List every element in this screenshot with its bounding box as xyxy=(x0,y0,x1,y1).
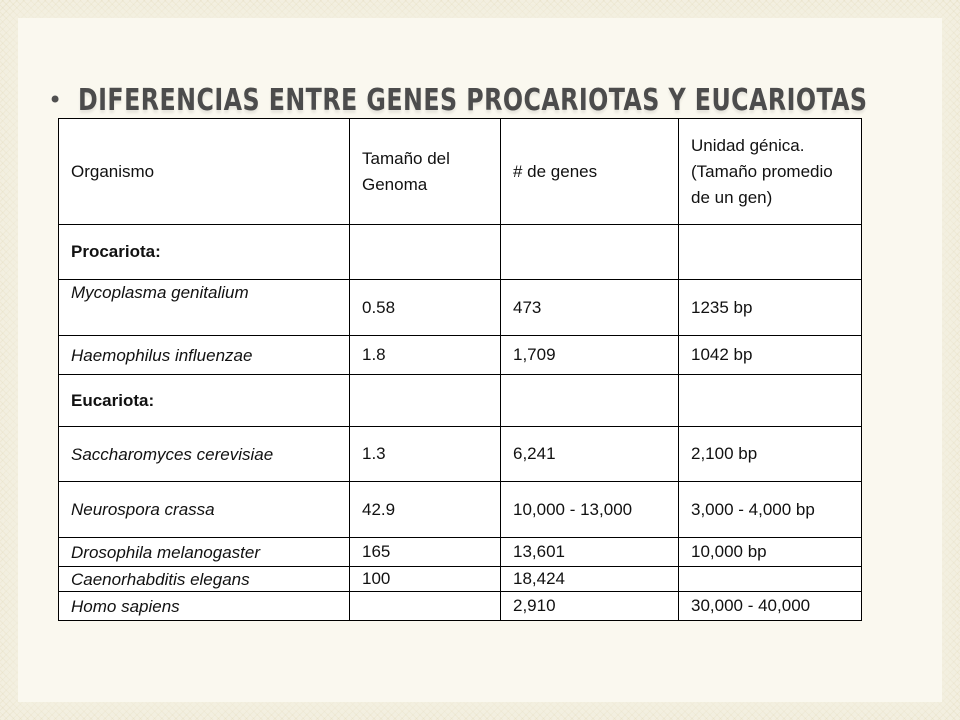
cell-organism: Homo sapiens xyxy=(59,592,350,621)
cell-unit: 10,000 bp xyxy=(679,538,862,567)
cell-organism: Procariota: xyxy=(59,225,350,280)
cell-organism: Saccharomyces cerevisiae xyxy=(59,427,350,482)
cell-genome: 1.3 xyxy=(350,427,501,482)
cell-genes: 13,601 xyxy=(501,538,679,567)
cell-genes: 1,709 xyxy=(501,336,679,375)
cell-genes xyxy=(501,375,679,427)
title-bullet: • xyxy=(48,86,63,114)
table-row xyxy=(59,427,862,482)
cell-genes: 18,424 xyxy=(501,567,679,592)
table-row xyxy=(59,592,862,621)
cell-genes: 473 xyxy=(501,280,679,336)
cell-genes: 10,000 - 13,000 xyxy=(501,482,679,538)
cell-organism: Caenorhabditis elegans xyxy=(59,567,350,592)
cell-unit: 1042 bp xyxy=(679,336,862,375)
cell-unit xyxy=(679,225,862,280)
cell-genome xyxy=(350,225,501,280)
cell-unit: 2,100 bp xyxy=(679,427,862,482)
cell-organism: Eucariota: xyxy=(59,375,350,427)
cell-unit: 1235 bp xyxy=(679,280,862,336)
table-row xyxy=(59,482,862,538)
genome-comparison-table xyxy=(58,118,862,621)
cell-organism: Drosophila melanogaster xyxy=(59,538,350,567)
table-row xyxy=(59,225,862,280)
slide-title: DIFERENCIAS ENTRE GENES PROCARIOTAS Y EUCARIOTAS xyxy=(78,82,868,118)
header-gene-unit: Unidad génica. (Tamaño promedio de un gen) xyxy=(679,119,862,225)
table-header-row xyxy=(59,119,862,225)
cell-unit xyxy=(679,567,862,592)
genome-table-container xyxy=(58,118,862,621)
cell-unit xyxy=(679,375,862,427)
header-organism: Organismo xyxy=(59,119,350,225)
table-row xyxy=(59,538,862,567)
cell-genome: 100 xyxy=(350,567,501,592)
cell-unit: 30,000 - 40,000 xyxy=(679,592,862,621)
table-row xyxy=(59,375,862,427)
cell-genome xyxy=(350,375,501,427)
cell-organism: Neurospora crassa xyxy=(59,482,350,538)
cell-organism: Haemophilus influenzae xyxy=(59,336,350,375)
table-row xyxy=(59,336,862,375)
cell-genes: 6,241 xyxy=(501,427,679,482)
header-genome-size: Tamaño del Genoma xyxy=(350,119,501,225)
cell-genes xyxy=(501,225,679,280)
cell-genome: 1.8 xyxy=(350,336,501,375)
table-row xyxy=(59,567,862,592)
cell-genes: 2,910 xyxy=(501,592,679,621)
cell-organism: Mycoplasma genitalium xyxy=(59,280,350,336)
cell-genome: 42.9 xyxy=(350,482,501,538)
header-gene-count: # de genes xyxy=(501,119,679,225)
cell-genome: 0.58 xyxy=(350,280,501,336)
cell-genome: 165 xyxy=(350,538,501,567)
cell-genome xyxy=(350,592,501,621)
cell-unit: 3,000 - 4,000 bp xyxy=(679,482,862,538)
table-row xyxy=(59,280,862,336)
